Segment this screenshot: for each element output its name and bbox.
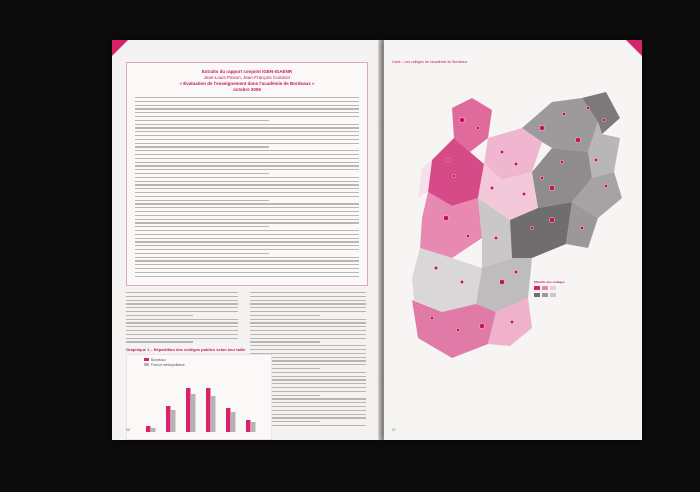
text-line (135, 135, 359, 136)
bar (191, 394, 196, 432)
college-marker (476, 126, 479, 129)
text-line (250, 326, 366, 327)
bar (251, 422, 256, 432)
college-marker (479, 323, 484, 328)
college-marker (500, 150, 503, 153)
text-line (135, 150, 359, 151)
text-line (135, 203, 359, 204)
text-line (135, 97, 359, 98)
college-marker (459, 117, 464, 122)
text-line (135, 226, 269, 227)
text-line (135, 120, 269, 121)
college-marker (434, 266, 437, 269)
text-line (135, 173, 269, 174)
text-line (250, 307, 366, 308)
legend-row (534, 286, 594, 290)
text-line (126, 303, 238, 304)
text-line (250, 300, 366, 301)
text-line (250, 330, 366, 331)
map-legend (534, 280, 594, 297)
college-marker (452, 174, 455, 177)
text-line (135, 116, 359, 117)
text-line (135, 165, 359, 166)
magazine-spread (112, 40, 650, 440)
left-page (112, 40, 380, 440)
text-line (135, 181, 359, 182)
report-excerpt-box (126, 62, 368, 286)
text-line (135, 257, 359, 258)
bar-chart-figure (126, 347, 272, 447)
left-footer (126, 428, 130, 432)
college-marker (562, 112, 565, 115)
college-marker (490, 186, 493, 189)
text-line (135, 219, 359, 220)
text-line (135, 222, 359, 223)
text-line (135, 192, 359, 193)
text-line (126, 296, 238, 297)
text-line (126, 341, 193, 342)
text-line (135, 268, 359, 269)
college-marker (466, 234, 469, 237)
text-line (126, 319, 238, 320)
text-line (250, 341, 320, 342)
college-marker (530, 226, 533, 229)
college-marker (456, 328, 459, 331)
college-marker (575, 137, 580, 142)
bar (246, 420, 251, 432)
pink-corner-tab (626, 40, 642, 56)
text-line (250, 311, 366, 312)
text-line (135, 234, 359, 235)
college-marker (540, 176, 543, 179)
text-line (126, 322, 238, 323)
text-line (126, 334, 238, 335)
college-marker (522, 192, 525, 195)
text-line (250, 319, 366, 320)
college-marker (604, 184, 607, 187)
legend-swatch-bordeaux (144, 358, 149, 361)
college-marker (460, 280, 463, 283)
text-line (250, 334, 366, 335)
right-page (384, 40, 642, 440)
text-line (135, 253, 269, 254)
college-marker (580, 226, 583, 229)
map-zone (428, 138, 484, 206)
text-line (135, 241, 359, 242)
college-marker (499, 279, 504, 284)
text-line (135, 143, 359, 144)
box-title-line: octobre 2006 (233, 87, 261, 92)
college-marker (494, 236, 497, 239)
text-line (135, 196, 359, 197)
text-line (135, 177, 359, 178)
pink-corner-tab (112, 40, 128, 56)
text-line (135, 260, 359, 261)
bar (206, 388, 211, 432)
legend-label: France métropolitaine (151, 363, 185, 367)
college-marker (514, 270, 517, 273)
box-title-line: « Évaluation de l'enseignement dans l'académie de Bordeaux » (179, 81, 315, 86)
bar (211, 396, 216, 432)
text-line (135, 139, 359, 140)
text-line (135, 211, 359, 212)
text-line (250, 338, 366, 339)
text-line (135, 272, 359, 273)
text-line (126, 292, 238, 293)
text-line (135, 238, 359, 239)
text-line (135, 162, 359, 163)
bar (186, 388, 191, 432)
text-line (135, 158, 359, 159)
college-marker (430, 316, 433, 319)
text-line (135, 276, 359, 277)
box-title-line: Extraits du rapport conjoint IGEN-IGAENR (201, 69, 293, 74)
bar (151, 428, 156, 432)
text-line (126, 326, 238, 327)
text-line (250, 322, 366, 323)
college-marker (446, 158, 449, 161)
text-line (135, 169, 359, 170)
text-line (135, 127, 359, 128)
text-line (135, 105, 359, 106)
college-marker (594, 158, 597, 161)
text-line (250, 303, 366, 304)
text-line (135, 101, 359, 102)
text-line (126, 300, 238, 301)
region-map (392, 68, 632, 373)
box-title (127, 69, 367, 93)
text-line (250, 296, 366, 297)
college-marker (510, 320, 513, 323)
choropleth-map (392, 68, 632, 368)
college-marker (586, 106, 589, 109)
legend-swatch-france (144, 363, 149, 366)
map-title: Carte – Les collèges de l'académie de Bordeaux (392, 60, 468, 64)
text-line (135, 249, 359, 250)
text-line (135, 188, 359, 189)
text-line (135, 131, 359, 132)
bar-chart (126, 354, 272, 440)
text-line (126, 307, 238, 308)
college-marker (514, 162, 517, 165)
text-line (250, 315, 320, 316)
graph-title: Graphique 1 – Répartition des collèges publics selon leur taille (126, 347, 246, 352)
college-marker (443, 215, 448, 220)
text-line (135, 207, 359, 208)
text-line (126, 338, 238, 339)
college-marker (602, 118, 605, 121)
text-line (135, 230, 359, 231)
box-title-line: Jean-Louis Pinson, Jean-François Cuisinier (203, 75, 291, 80)
text-line (135, 264, 359, 265)
college-marker (549, 185, 554, 190)
college-marker (560, 160, 563, 163)
text-line (135, 112, 359, 113)
text-line (126, 330, 238, 331)
right-footer (392, 428, 396, 432)
text-line (135, 200, 269, 201)
text-line (135, 146, 269, 147)
text-line (135, 124, 359, 125)
text-line (250, 292, 366, 293)
text-line (135, 215, 359, 216)
legend-label: Bordeaux (151, 358, 166, 362)
bar (166, 406, 171, 432)
legend-row (534, 293, 594, 297)
text-line (135, 108, 359, 109)
map-zone (412, 248, 482, 312)
text-line (135, 154, 359, 155)
text-line (135, 245, 359, 246)
text-line (126, 311, 238, 312)
bar (146, 426, 151, 432)
college-marker (549, 217, 554, 222)
text-line (126, 315, 193, 316)
page-number: 36 (126, 428, 130, 432)
bar (231, 412, 236, 432)
legend-title: Effectifs des collèges (534, 280, 565, 284)
text-line (135, 184, 359, 185)
bar (226, 408, 231, 432)
bar (171, 410, 176, 432)
college-marker (539, 125, 544, 130)
page-number: 37 (392, 428, 396, 432)
